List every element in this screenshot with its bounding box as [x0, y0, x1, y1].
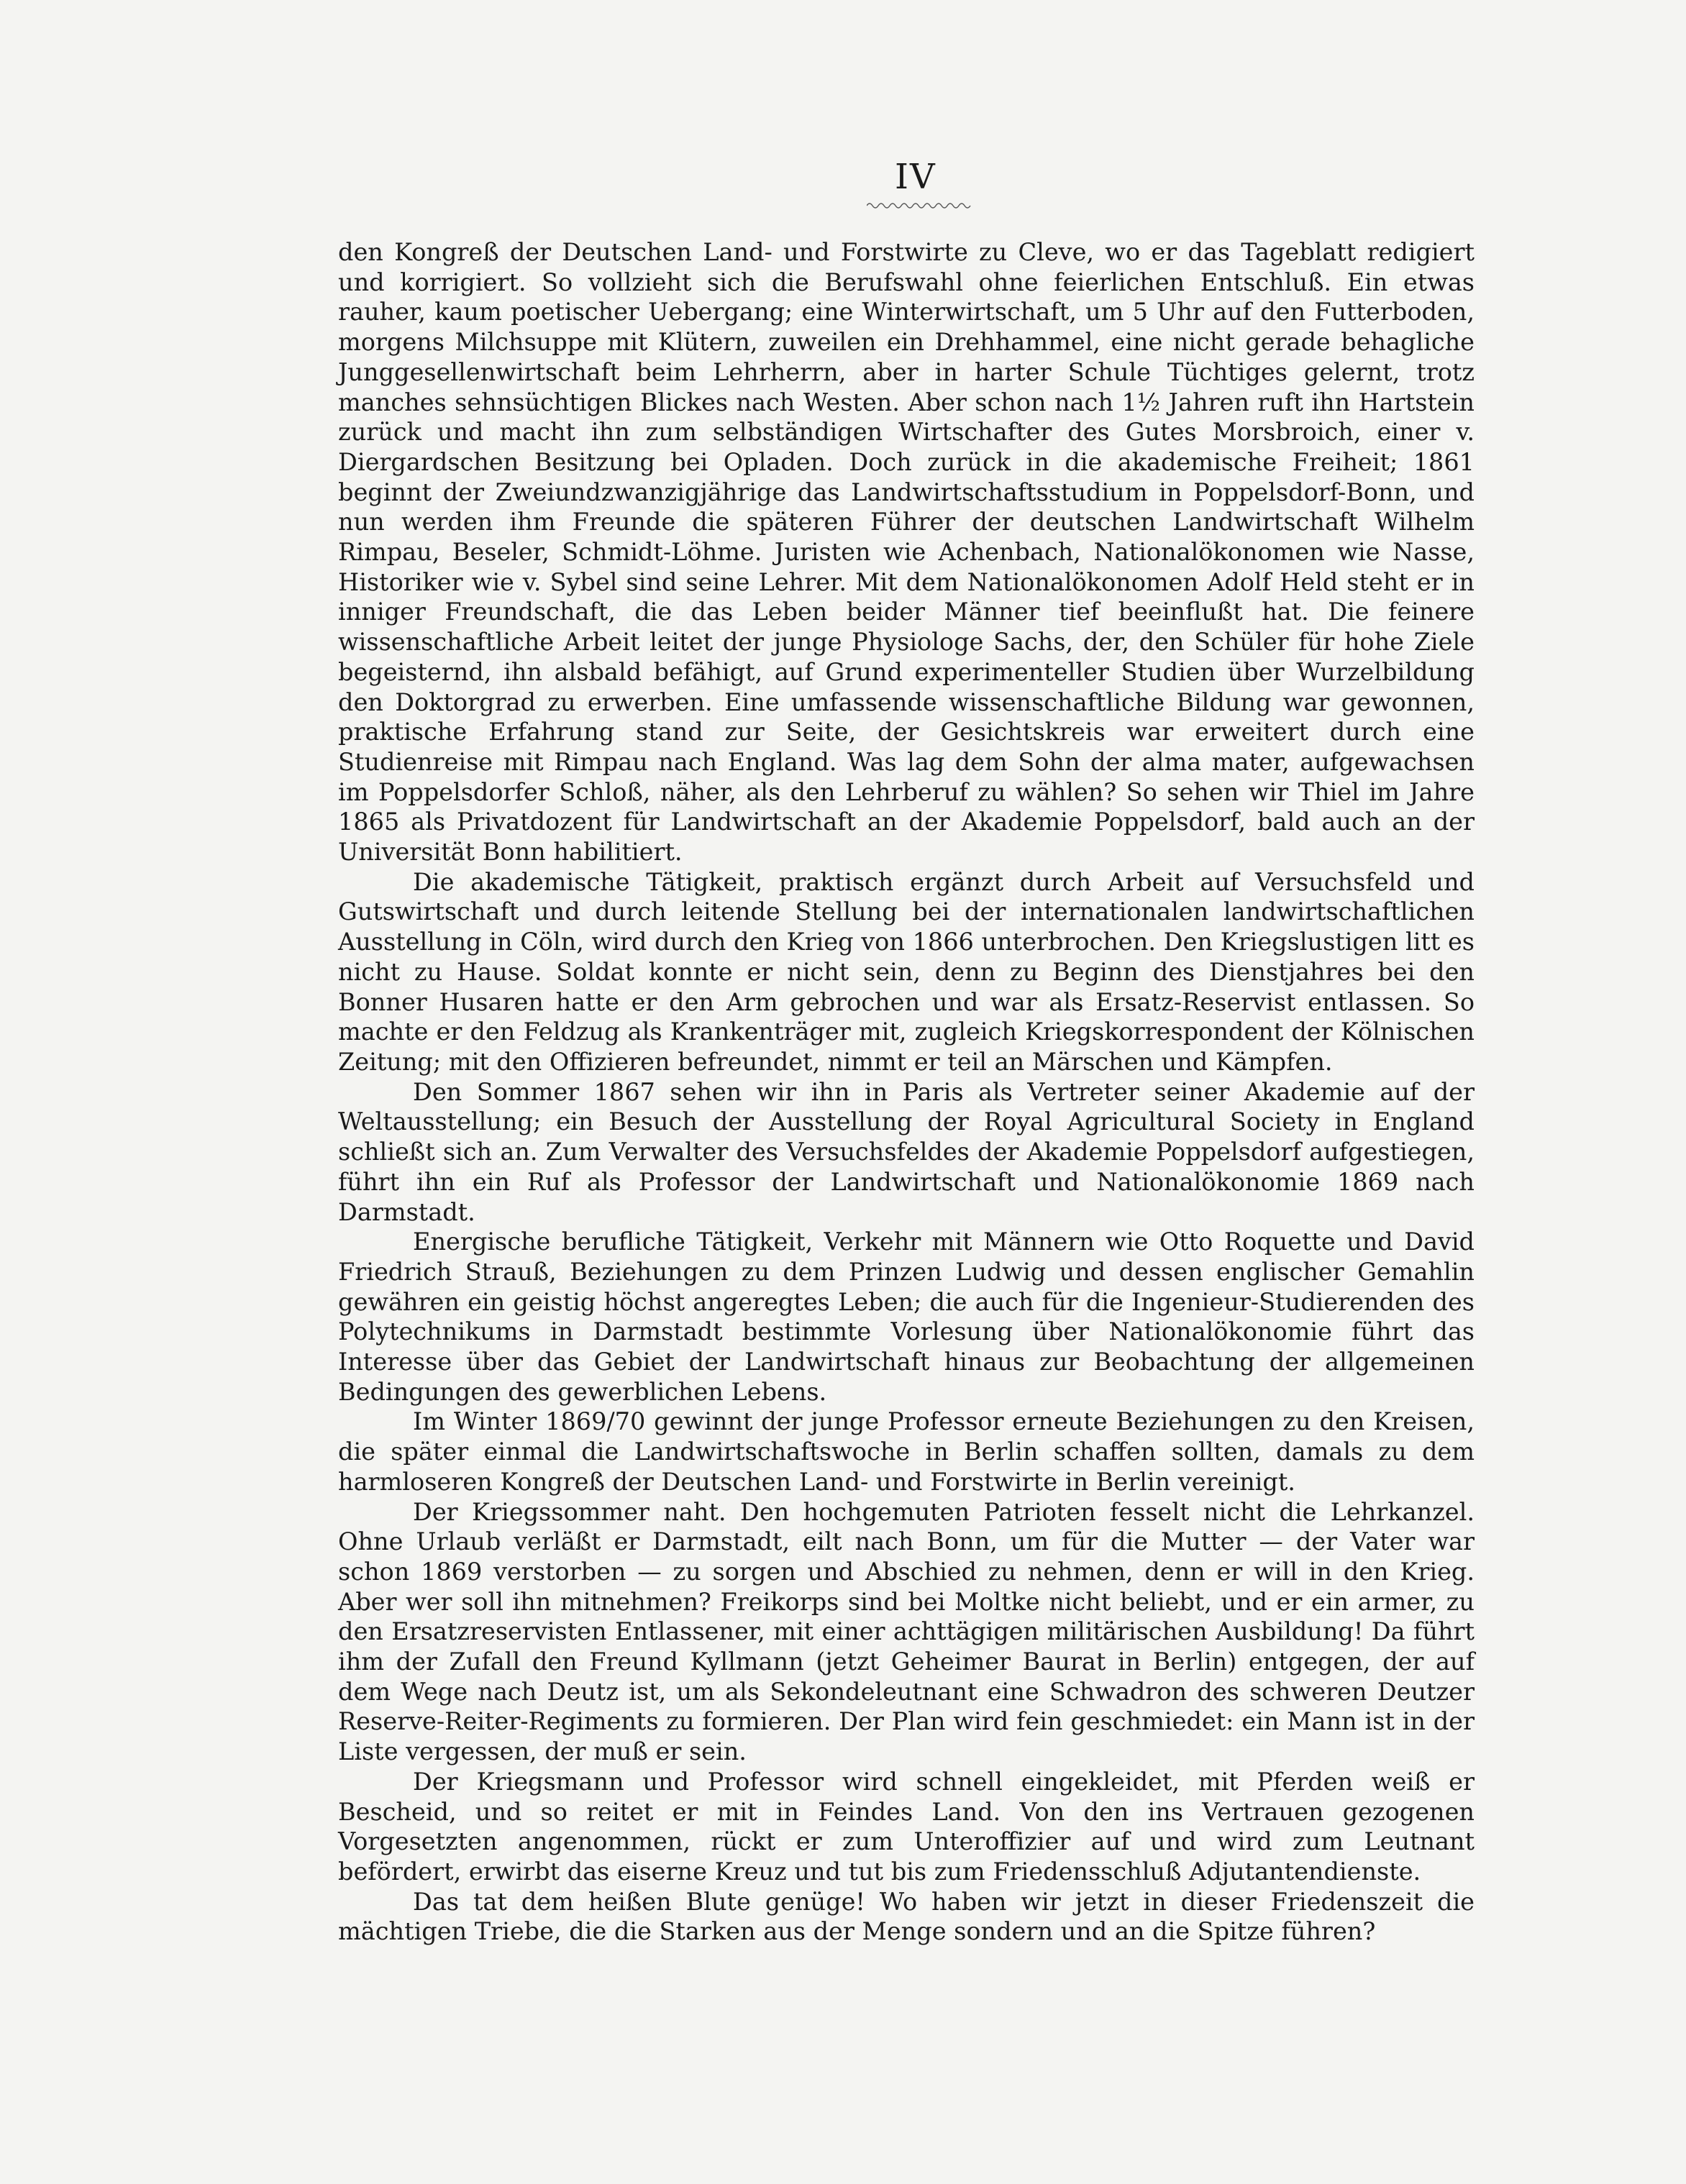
paragraph: Energische berufliche Tätigkeit, Verkehr mit Männern wie Otto Roquette und David Friedrich Strauß, Beziehungen zu dem Prinzen Ludwig und dessen englischer Gemahlin gewähren ein geistig höchst angeregtes Leben; die auch für die Ingenieur-Studierenden des Polytechnikums in Darmstadt bestimmte Vorlesung über Nationalökonomie führt das Interesse über das Gebiet der Landwirtschaft hinaus zur Beobachtung der allgemeinen Bedingungen des gewerblichen Lebens. — [338, 1228, 1475, 1406]
paragraph: Der Kriegsmann und Professor wird schnell eingekleidet, mit Pferden weiß er Bescheid, und so reitet er mit in Feindes Land. Von den ins Vertrauen gezogenen Vorgesetzten angenommen, rückt er zum Unteroffizier auf und wird zum Leutnant befördert, erwirbt das eiserne Kreuz und tut bis zum Friedensschluß Adjutantendienste. — [338, 1767, 1475, 1886]
body-text — [338, 237, 1475, 1947]
paragraph: Die akademische Tätigkeit, praktisch ergänzt durch Arbeit auf Versuchsfeld und Gutswirtschaft und durch leitende Stellung bei der internationalen landwirtschaftlichen Ausstellung in Cöln, wird durch den Krieg von 1866 unterbrochen. Den Kriegslustigen litt es nicht zu Hause. Soldat konnte er nicht sein, denn zu Beginn des Dienstjahres bei den Bonner Husaren hatte er den Arm gebrochen und war als Ersatz-Reservist entlassen. So machte er den Feldzug als Krankenträger mit, zugleich Kriegskorrespondent der Kölnischen Zeitung; mit den Offizieren befreundet, nimmt er teil an Märschen und Kämpfen. — [338, 867, 1475, 1076]
paragraph: Den Sommer 1867 sehen wir ihn in Paris als Vertreter seiner Akademie auf der Weltausstellung; ein Besuch der Ausstellung der Royal Agricultural Society in England schließt sich an. Zum Verwalter des Versuchsfeldes der Akademie Poppelsdorf aufgestiegen, führt ihn ein Ruf als Professor der Landwirtschaft und Nationalökonomie 1869 nach Darmstadt. — [338, 1077, 1475, 1226]
page-number: IV — [895, 157, 937, 197]
paragraph: Der Kriegssommer naht. Den hochgemuten Patrioten fesselt nicht die Lehrkanzel. Ohne Urlaub verläßt er Darmstadt, eilt nach Bonn, um für die Mutter — der Vater war schon 1869 verstorben — zu sorgen und Abschied zu nehmen, denn er will in den Krieg. Aber wer soll ihn mitnehmen? Freikorps sind bei Moltke nicht beliebt, und er ein armer, zu den Ersatzreservisten Entlassener, mit einer achttägigen militärischen Ausbildung! Da führt ihm der Zufall den Freund Kyllmann (jetzt Geheimer Baurat in Berlin) entgegen, der auf dem Wege nach Deutz ist, um als Sekondeleutnant eine Schwadron des schweren Deutzer Reserve-Reiter-Regiments zu formieren. Der Plan wird fein geschmiedet: ein Mann ist in der Liste vergessen, der muß er sein. — [338, 1497, 1475, 1766]
wavy-ornament — [867, 200, 973, 211]
paragraph: Im Winter 1869/70 gewinnt der junge Professor erneute Beziehungen zu den Kreisen, die später einmal die Landwirtschaftswoche in Berlin schaffen sollten, damals zu dem harmloseren Kongreß der Deutschen Land- und Forstwirte in Berlin vereinigt. — [338, 1407, 1475, 1496]
paragraph: den Kongreß der Deutschen Land- und Forstwirte zu Cleve, wo er das Tageblatt redigiert und korrigiert. So vollzieht sich die Berufswahl ohne feierlichen Entschluß. Ein etwas rauher, kaum poetischer Uebergang; eine Winterwirtschaft, um 5 Uhr auf den Futterboden, morgens Milchsuppe mit Klütern, zuweilen ein Drehhammel, eine nicht gerade behagliche Junggesellenwirtschaft beim Lehrherrn, aber in harter Schule Tüchtiges gelernt, trotz manches sehnsüchtigen Blickes nach Westen. Aber schon nach 1½ Jahren ruft ihn Hartstein zurück und macht ihn zum selbständigen Wirtschafter des Gutes Morsbroich, einer v. Diergardschen Besitzung bei Opladen. Doch zurück in die akademische Freiheit; 1861 beginnt der Zweiundzwanzigjährige das Landwirtschaftsstudium in Poppelsdorf-Bonn, und nun werden ihm Freunde die späteren Führer der deutschen Landwirtschaft Wilhelm Rimpau, Beseler, Schmidt-Löhme. Juristen wie Achenbach, Nationalökonomen wie Nasse, Historiker wie v. Sybel sind seine Lehrer. Mit dem Nationalökonomen Adolf Held steht er in inniger Freundschaft, die das Leben beider Männer tief beeinflußt hat. Die feinere wissenschaftliche Arbeit leitet der junge Physiologe Sachs, der, den Schüler für hohe Ziele begeisternd, ihn alsbald befähigt, auf Grund experimenteller Studien über Wurzelbildung den Doktorgrad zu erwerben. Eine umfassende wissenschaftliche Bildung war gewonnen, praktische Erfahrung stand zur Seite, der Gesichtskreis war erweitert durch eine Studienreise mit Rimpau nach England. Was lag dem Sohn der alma mater, aufgewachsen im Poppelsdorfer Schloß, näher, als den Lehrberuf zu wählen? So sehen wir Thiel im Jahre 1865 als Privatdozent für Landwirtschaft an der Akademie Poppelsdorf, bald auch an der Universität Bonn habilitiert. — [338, 238, 1475, 867]
paragraph: Das tat dem heißen Blute genüge! Wo haben wir jetzt in dieser Friedenszeit die mächtigen Triebe, die die Starken aus der Menge sondern und an die Spitze führen? — [338, 1887, 1475, 1946]
